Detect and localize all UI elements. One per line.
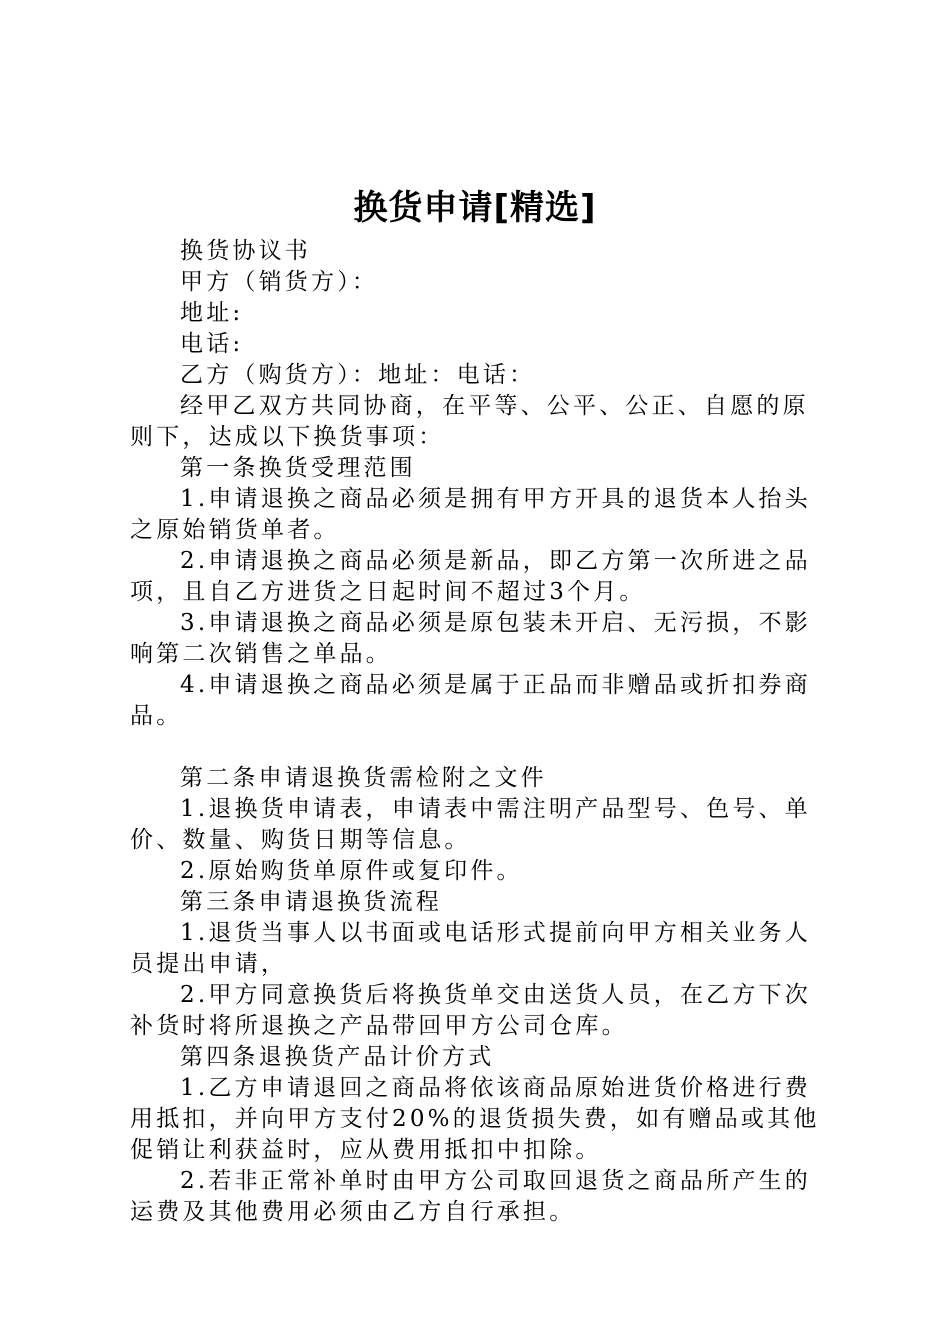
article-3-heading: 第三条申请退换货流程 bbox=[180, 889, 442, 915]
article-4-item-1: 1.乙方申请退回之商品将依该商品原始进货价格进行费用抵扣，并向甲方支付20%的退货损失费，如有赠品或其他促销让利获益时，应从费用抵扣中扣除。 bbox=[130, 1075, 820, 1163]
document-body bbox=[130, 236, 830, 1228]
paragraph-party-a: 甲方（销货方）： bbox=[180, 269, 379, 295]
paragraph-address: 地址: bbox=[180, 300, 244, 326]
article-1-item-4: 4.申请退换之商品必须是属于正品而非赠品或折扣券商品。 bbox=[130, 672, 811, 729]
article-4-item-2: 2.若非正常补单时由甲方公司取回退货之商品所产生的运费及其他费用必须由乙方自行承担。 bbox=[130, 1168, 811, 1225]
article-2-item-1: 1.退换货申请表，申请表中需注明产品型号、色号、单价、数量、购货日期等信息。 bbox=[130, 796, 811, 853]
article-1-item-1: 1.申请退换之商品必须是拥有甲方开具的退货本人抬头之原始销货单者。 bbox=[130, 486, 811, 543]
article-4-heading: 第四条退换货产品计价方式 bbox=[180, 1044, 495, 1070]
paragraph-phone: 电话: bbox=[180, 331, 244, 357]
article-3-item-1: 1.退货当事人以书面或电话形式提前向甲方相关业务人员提出申请， bbox=[130, 920, 811, 977]
document-title: 换货申请[精选] bbox=[353, 188, 597, 228]
article-2-item-2: 2.原始购货单原件或复印件。 bbox=[180, 858, 523, 884]
article-2-heading: 第二条申请退换货需检附之文件 bbox=[180, 765, 547, 791]
article-1-item-2: 2.申请退换之商品必须是新品，即乙方第一次所进之品项，且自乙方进货之日起时间不超过3个月。 bbox=[130, 548, 811, 605]
article-3-item-2: 2.甲方同意换货后将换货单交由送货人员，在乙方下次补货时将所退换之产品带回甲方公司仓库。 bbox=[130, 982, 811, 1039]
article-1-item-3: 3.申请退换之商品必须是原包装未开启、无污损，不影响第二次销售之单品。 bbox=[130, 610, 811, 667]
article-1-heading: 第一条换货受理范围 bbox=[180, 455, 416, 481]
paragraph-agreement-heading: 换货协议书 bbox=[180, 238, 311, 264]
paragraph-spacer bbox=[130, 732, 830, 763]
paragraph-preamble: 经甲乙双方共同协商，在平等、公平、公正、自愿的原则下，达成以下换货事项： bbox=[130, 393, 809, 450]
paragraph-party-b: 乙方（购货方）：地址：电话： bbox=[180, 362, 536, 388]
